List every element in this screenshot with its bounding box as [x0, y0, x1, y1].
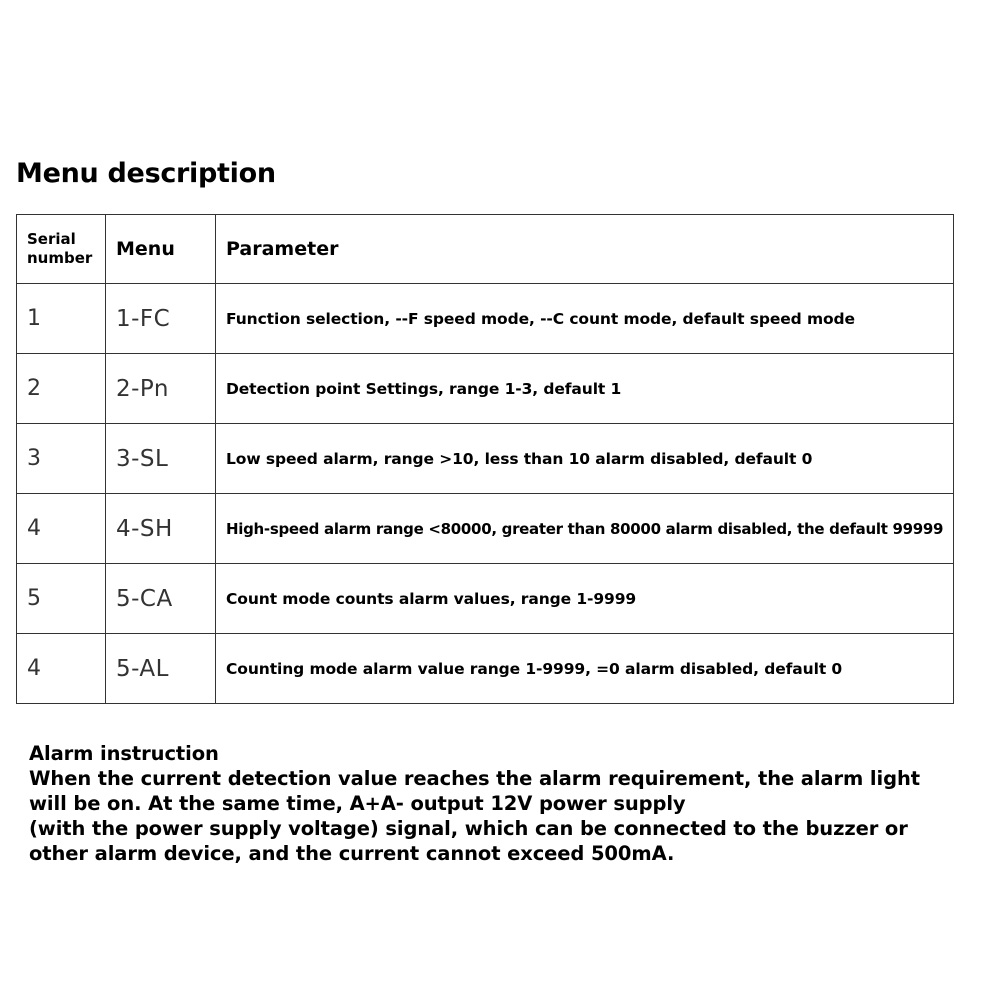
menu-cell: 5-CA: [106, 564, 216, 634]
parameter-cell: Detection point Settings, range 1-3, default 1: [216, 354, 954, 424]
table-row: [17, 634, 954, 704]
header-menu: Menu: [106, 215, 216, 284]
header-serial-number: [17, 215, 106, 284]
serial-cell: 5: [17, 564, 106, 634]
table-row: [17, 564, 954, 634]
menu-cell: 4-SH: [106, 494, 216, 564]
serial-cell: 4: [17, 634, 106, 704]
header-serial-line1: Serial: [27, 230, 76, 248]
parameter-cell: Count mode counts alarm values, range 1-9999: [216, 564, 954, 634]
alarm-text-line: other alarm device, and the current cannot exceed 500mA.: [29, 842, 675, 865]
serial-cell: 1: [17, 284, 106, 354]
serial-cell: 4: [17, 494, 106, 564]
parameter-cell: High-speed alarm range <80000, greater than 80000 alarm disabled, the default 99999: [216, 494, 954, 564]
table-row: [17, 284, 954, 354]
page-title: Menu description: [16, 158, 276, 189]
parameter-cell: Function selection, --F speed mode, --C count mode, default speed mode: [216, 284, 954, 354]
menu-cell: 1-FC: [106, 284, 216, 354]
alarm-text-line: (with the power supply voltage) signal, which can be connected to the buzzer or: [29, 817, 908, 840]
alarm-text-line: will be on. At the same time, A+A- output 12V power supply: [29, 792, 686, 815]
table-row: [17, 354, 954, 424]
menu-table: [16, 214, 954, 704]
menu-cell: 3-SL: [106, 424, 216, 494]
alarm-text-line: When the current detection value reaches the alarm requirement, the alarm light: [29, 767, 920, 790]
menu-cell: 2-Pn: [106, 354, 216, 424]
parameter-cell: Counting mode alarm value range 1-9999, =0 alarm disabled, default 0: [216, 634, 954, 704]
table-row: [17, 494, 954, 564]
header-serial-line2: number: [27, 249, 93, 267]
alarm-title: Alarm instruction: [29, 742, 219, 765]
alarm-instruction: [29, 741, 929, 866]
table-row: [17, 424, 954, 494]
menu-cell: 5-AL: [106, 634, 216, 704]
serial-cell: 3: [17, 424, 106, 494]
serial-cell: 2: [17, 354, 106, 424]
header-parameter: Parameter: [216, 215, 954, 284]
table-header-row: [17, 215, 954, 284]
parameter-cell: Low speed alarm, range >10, less than 10 alarm disabled, default 0: [216, 424, 954, 494]
